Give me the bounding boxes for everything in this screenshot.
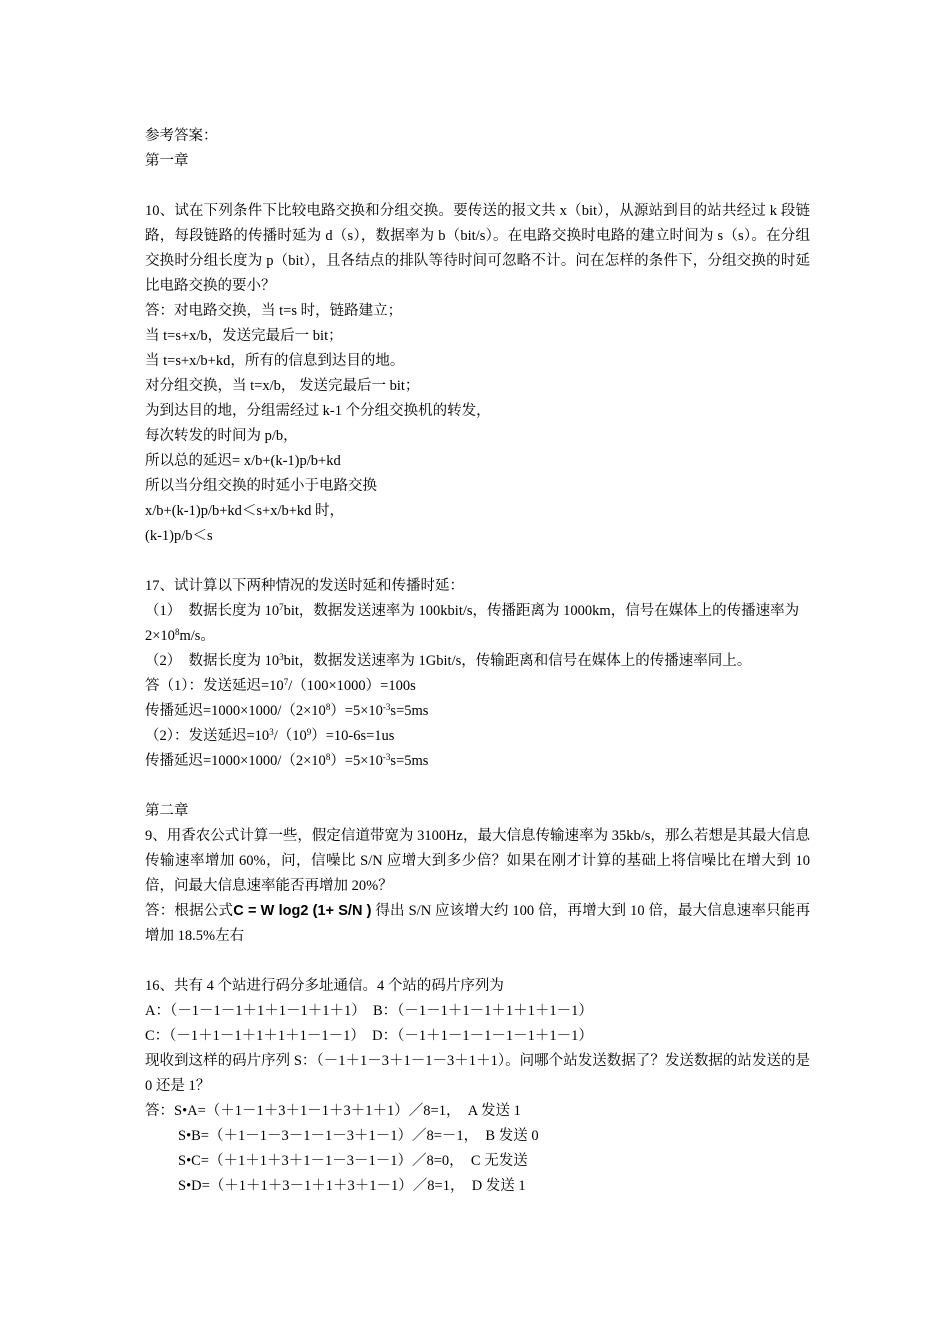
q10-answer-line: 所以总的延迟= x/b+(k-1)p/b+kd — [145, 453, 341, 469]
shannon-formula: C = W log2 (1+ S/N ) — [233, 903, 372, 919]
q17-answer-2-prop: 传播延迟$=1000\times 1000/(2\times 10^8)=5\times 10^{-3}s=5ms$ — [145, 752, 429, 769]
q10-answer-line: 为到达目的地，分组需经过 k-1 个分组交换机的转发， — [145, 403, 491, 419]
chapter-2-heading: 第二章 — [145, 803, 189, 819]
q16-chips-cd: C：（－1＋1－1＋1＋1＋1－1－1） D：（－1＋1－1－1－1－1＋1－1） — [145, 1028, 593, 1044]
spacer — [145, 174, 810, 199]
spacer — [145, 549, 810, 574]
q10-answer-line: 当 t=s+x/b+kd，所有的信息到达目的地。 — [145, 353, 405, 369]
q16-question: 16、共有 4 个站进行码分多址通信。4 个站的码片序列为 — [145, 978, 504, 994]
q16-chips-ab: A：（－1－1－1＋1＋1－1＋1＋1） B：（－1－1＋1－1＋1＋1＋1－1） — [145, 1003, 593, 1019]
q16-received: 现收到这样的码片序列 S：（－1＋1－3＋1－1－3＋1＋1）。问哪个站发送数据了？发送数据的站发送的是 0 还是 1？ — [145, 1053, 810, 1094]
q10-answer-line: x/b+(k-1)p/b+kd＜s+x/b+kd 时， — [145, 503, 345, 519]
q17-case-1: （1） 数据长度为 $10^7bit$，数据发送速率为 100kbit/s，传播距离为 1000km，信号在媒体上的传播速率为 — [145, 602, 800, 619]
q16-answer-a: 答：S•A=（＋1－1＋3＋1－1＋3＋1＋1）／8=1， A 发送 1 — [145, 1103, 521, 1119]
document-body — [145, 124, 810, 1199]
q10-question: 10、试在下列条件下比较电路交换和分组交换。要传送的报文共 x（bit），从源站到目的站共经过 k 段链路，每段链路的传播时延为 d（s），数据率为 b（bit/s）。在电路交换时电路的建立时间为 s（s）。在分组交换时分组长度为 p（bit），且各结点的排队等待时间可忽略不计。问在怎样的条件下，分组交换的时延比电路交换的要小？ — [145, 203, 810, 294]
q10-answer-line: 所以当分组交换的时延小于电路交换 — [145, 478, 377, 494]
spacer — [145, 949, 810, 974]
q9-answer: 答：根据公式C = W log2 (1+ S/N ) 得出 S/N 应该增大约 100 倍，再增大到 10 倍，最大信息速率只能再增加 18.5%左右 — [145, 903, 811, 944]
q9-question: 9、用香农公式计算一些，假定信道带宽为 3100Hz，最大信息传输速率为 35kb/s，那么若想是其最大信息传输速率增加 60%，问，信噪比 S/N 应增大到多少倍？如果在刚才计算的基础上将信噪比在增大到 10 倍，问最大信息速率能否再增加 20%？ — [145, 828, 810, 894]
q17-answer-2-send: （2）：发送延迟$=10^3/(10^9)=10-6s=1us$ — [145, 727, 395, 744]
q16-answer-d: S•D=（＋1＋1＋3－1＋1＋3＋1－1）／8=1， D 发送 1 — [178, 1178, 526, 1194]
q10-answer-line: 答：对电路交换，当 t=s 时，链路建立； — [145, 303, 403, 319]
chapter-1-heading: 第一章 — [145, 153, 189, 169]
q16-answer-c: S•C=（＋1＋1＋3＋1－1－3－1－1）／8=0， C 无发送 — [178, 1153, 528, 1169]
q10-answer-line: 每次转发的时间为 p/b， — [145, 428, 298, 444]
q17-case-2: （2） 数据长度为 $10^3bit$，数据发送速率为 1Gbit/s，传输距离和信号在媒体上的传播速率同上。 — [145, 652, 752, 669]
reference-answers-title: 参考答案： — [145, 128, 218, 144]
q16-answer-b: S•B=（＋1－1－3－1－1－3＋1－1）／8=－1， B 发送 0 — [178, 1128, 539, 1144]
q10-answer-line: 对分组交换，当 t=x/b， 发送完最后一 bit； — [145, 378, 420, 394]
q10-answer-line: 当 t=s+x/b，发送完最后一 bit； — [145, 328, 343, 344]
q17-case-1-cont: $2\times 10^8m/s$。 — [145, 627, 215, 644]
q17-question: 17、试计算以下两种情况的发送时延和传播时延： — [145, 578, 464, 594]
q10-answer-line: (k-1)p/b＜s — [145, 528, 213, 544]
q17-answer-1-send: 答（1）：发送延迟$=10^7/(100\times 1000)=100s$ — [145, 677, 416, 694]
spacer — [145, 774, 810, 799]
q17-answer-1-prop: 传播延迟$=1000\times 1000/(2\times 10^8)=5\times 10^{-3}s=5ms$ — [145, 702, 429, 719]
